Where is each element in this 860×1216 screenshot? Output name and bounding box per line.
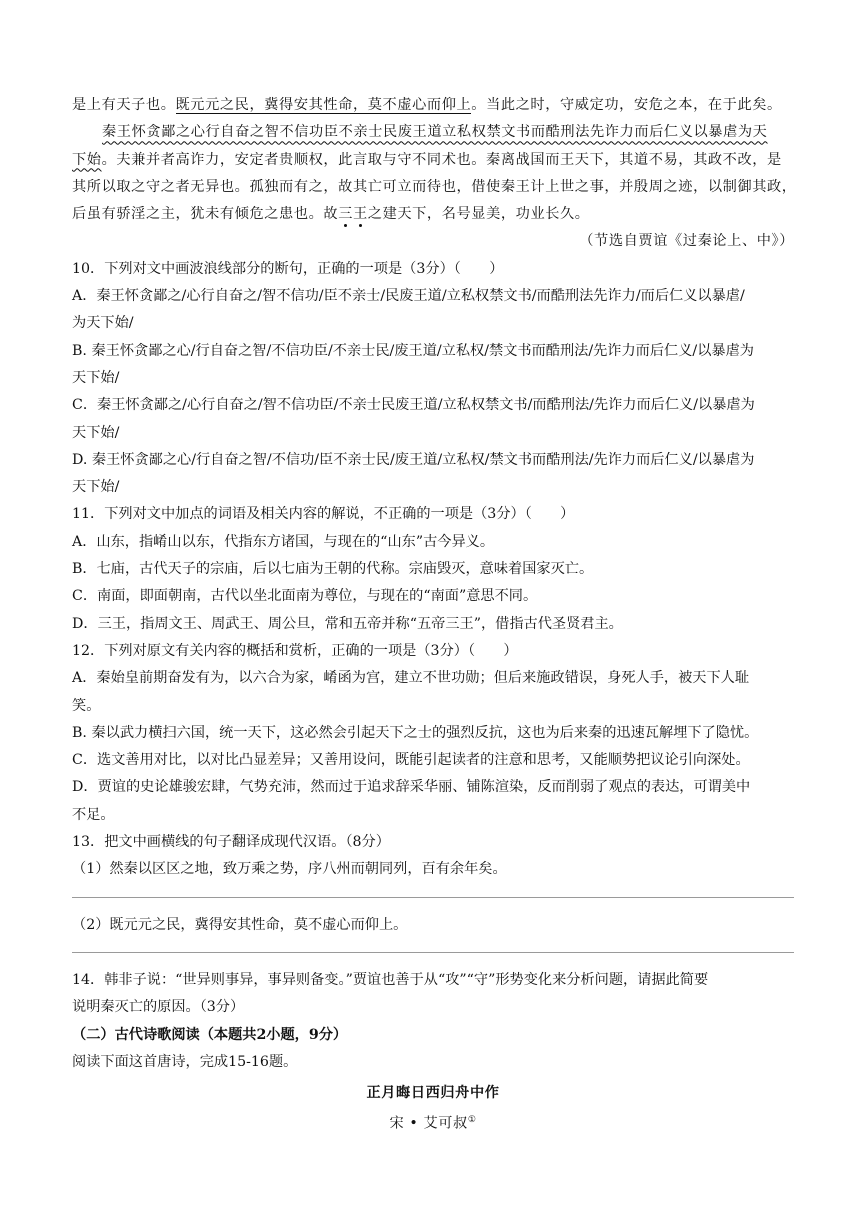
passage-line-5: 后虽有骄淫之主，犹未有倾危之患也。故三王之建天下，名号显美，功业长久。 — [72, 206, 590, 223]
question-14-line-2: 说明秦灭亡的原因。（3分） — [72, 999, 245, 1016]
answer-option: D．贾谊的史论雄骏宏肆，气势充沛，然而过于追求辞采华丽、铺陈渲染，反而削弱了观点的表达，可谓美中 — [72, 779, 751, 796]
answer-option: A．秦王怀贪鄙之/心行自奋之/智不信功/臣不亲士/民废王道/立私权禁文书/而酷刑法先诈力/而后仁义以暴虐/ — [72, 288, 745, 305]
answer-line — [72, 952, 794, 954]
answer-option: A．山东，指崤山以东，代指东方诸国，与现在的“山东”古今异义。 — [72, 533, 495, 550]
answer-option: D．三王，指周文王、周武王、周公旦，常和五帝并称“五帝三王”，借指古代圣贤君主。 — [72, 615, 623, 632]
question-13-part-2: （2）既元元之民，冀得安其性命，莫不虚心而仰上。 — [72, 916, 408, 933]
answer-option: 天下始/ — [72, 369, 120, 386]
wavy-underlined-text: 秦王怀贪鄙之心行自奋之智不信功臣不亲士民废王道立私权禁文书而酷刑法先诈力而后仁义以暴虐为天 — [102, 124, 768, 141]
answer-option: 不足。 — [72, 806, 115, 823]
answer-option: 为天下始/ — [72, 315, 134, 332]
question-stem: 12．下列对原文有关内容的概括和赏析，正确的一项是（3分）（ ） — [72, 642, 518, 659]
question-stem: 11．下列对文中加点的词语及相关内容的解说，不正确的一项是（3分）（ ） — [72, 506, 575, 523]
answer-option: B. 秦王怀贪鄙之心/行自奋之智/不信功臣/不亲士民/废王道/立私权/禁文书而酷刑法/先诈力而后仁义/以暴虐为 — [72, 342, 754, 359]
answer-option: 天下始/ — [72, 479, 120, 496]
exam-page — [72, 92, 797, 1138]
answer-option: B．七庙，古代天子的宗庙，后以七庙为王朝的代称。宗庙毁灭，意味着国家灭亡。 — [72, 561, 594, 578]
passage-line-4: 其所以取之守之者无异也。孤独而有之，故其亡可立而待也，借使秦王计上世之事，并殷周之迹，以制御其政， — [72, 178, 797, 195]
question-stem: 10．下列对文中画波浪线部分的断句，正确的一项是（3分）（ ） — [72, 260, 504, 277]
dotted-character: 三 — [338, 206, 353, 223]
answer-option: C．选文善用对比，以对比凸显差异；又善用设问，既能引起读者的注意和思考，又能顺势把议论引向深处。 — [72, 752, 750, 769]
answer-option: 笑。 — [72, 697, 101, 714]
question-13-part-1: （1）然秦以区区之地，致万乘之势，序八州而朝同列，百有余年矣。 — [72, 861, 507, 878]
answer-option: C．秦王怀贪鄙之/心行自奋之/智不信功臣/不亲士民废王道/立私权禁文书/而酷刑法/先诈力而后仁义/以暴虐为 — [72, 397, 755, 414]
passage-line-2 — [72, 119, 794, 146]
section-heading: （二）古代诗歌阅读（本题共2小题，9分） — [72, 1026, 348, 1043]
dotted-term — [338, 206, 368, 222]
answer-option: C．南面，即面朝南，古代以坐北面南为尊位，与现在的“南面”意思不同。 — [72, 588, 538, 605]
underlined-sentence: 既元元之民，冀得安其性命，莫不虚心而仰上 — [175, 97, 472, 113]
answer-option: B. 秦以武力横扫六国，统一天下，这必然会引起天下之士的强烈反抗，这也为后来秦的迅速瓦解埋下了隐忧。 — [72, 724, 759, 741]
question-13-stem: 13．把文中画横线的句子翻译成现代汉语。（8分） — [72, 834, 390, 851]
dotted-character: 王 — [352, 206, 368, 223]
passage-line-1: 是上有天子也。既元元之民，冀得安其性命，莫不虚心而仰上。当此之时，守威定功，安危之本，在于此矣。 — [72, 97, 782, 113]
passage-source: （节选自贾谊《过秦论上、中》） — [579, 233, 794, 250]
poem-title: 正月晦日西归舟中作 — [366, 1085, 500, 1102]
section-instruction: 阅读下面这首唐诗，完成15-16题。 — [72, 1053, 298, 1070]
poem-author: 宋 • 艾可叔① — [389, 1115, 477, 1133]
answer-option: A．秦始皇前期奋发有为，以六合为家，崤函为宫，建立不世功勋；但后来施政错误，身死人手，被天下人耻 — [72, 670, 750, 687]
questions-block — [72, 256, 794, 829]
answer-option: 天下始/ — [72, 424, 120, 441]
footnote-marker: ① — [467, 1115, 477, 1126]
question-14-line-1: 14．韩非子说：“世异则事异，事异则备变。”贾谊也善于从“攻”“守”形势变化来分析问题，请据此简要 — [72, 971, 709, 988]
passage-line-3: 下始。夫兼并者高诈力，安定者贵顺权，此言取与守不同术也。秦离战国而王天下，其道不易，其政不改，是 — [72, 151, 782, 168]
answer-line — [72, 897, 794, 899]
answer-option: D. 秦王怀贪鄙之心/行自奋之智/不信功/臣不亲士民/废王道/立私权/禁文书而酷刑法/先诈力而后仁义/以暴虐为 — [72, 451, 755, 468]
